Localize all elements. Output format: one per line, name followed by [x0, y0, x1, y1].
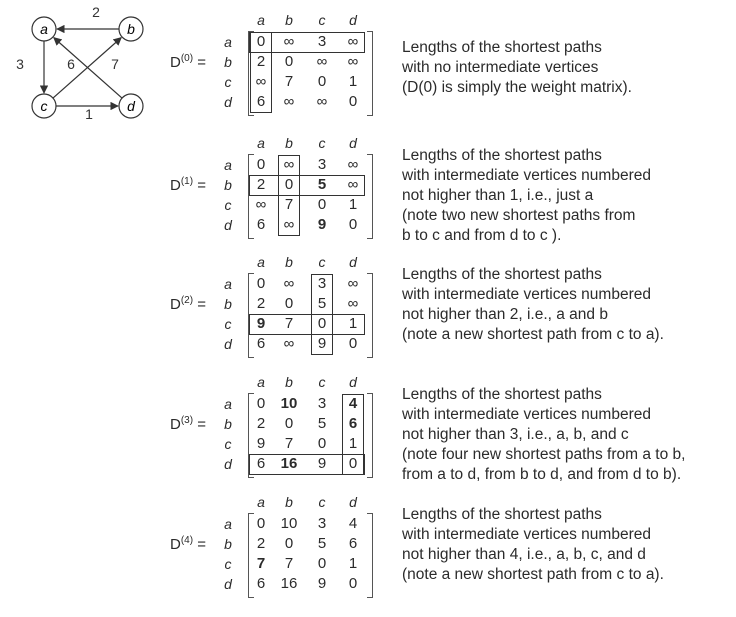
row-label-c: c — [224, 556, 232, 572]
column-header-d: d — [349, 254, 357, 270]
matrix-cell: 6 — [256, 93, 266, 110]
note-line: from a to d, from b to d, and from d to b). — [402, 466, 682, 483]
note-line: Lengths of the shortest paths — [402, 147, 602, 164]
note-line: b to c and from d to c ). — [402, 227, 562, 244]
matrix-cell: 10 — [280, 395, 298, 412]
column-header-b: b — [285, 374, 293, 390]
row-label-b: b — [224, 177, 232, 193]
matrix-cell: ∞ — [316, 93, 328, 110]
column-header-a: a — [257, 135, 265, 151]
note-line: not higher than 3, i.e., a, b, and c — [402, 426, 629, 443]
column-header-c: c — [318, 254, 326, 270]
matrix-cell: 3 — [317, 275, 327, 292]
column-header-c: c — [318, 374, 326, 390]
matrix-cell: 7 — [284, 435, 294, 452]
row-label-a: a — [224, 516, 232, 532]
note-line: (note a new shortest path from c to a). — [402, 326, 664, 343]
row-label-d: d — [224, 217, 232, 233]
row-label-d: d — [224, 94, 232, 110]
matrix-cell: ∞ — [347, 53, 359, 70]
note-line: Lengths of the shortest paths — [402, 386, 602, 403]
note-line: Lengths of the shortest paths — [402, 39, 602, 56]
row-label-a: a — [224, 396, 232, 412]
note-line: with intermediate vertices numbered — [402, 526, 651, 543]
matrix-label: $D^{(1)}$ = — [170, 176, 207, 194]
column-header-a: a — [257, 254, 265, 270]
matrix-cell: 6 — [256, 575, 266, 592]
matrix-cell: 0 — [256, 515, 266, 532]
matrix-note — [402, 265, 732, 345]
matrix-cell: 6 — [348, 415, 358, 432]
matrix-cell: 0 — [256, 395, 266, 412]
matrix-cell: ∞ — [255, 73, 267, 90]
matrix-cell: 16 — [280, 575, 298, 592]
row-label-d: d — [224, 336, 232, 352]
matrix-cell: 0 — [284, 53, 294, 70]
edge-weight-d-a: 6 — [67, 56, 75, 72]
matrix-cell: 5 — [317, 295, 327, 312]
note-line: Lengths of the shortest paths — [402, 266, 602, 283]
matrix-cell: 0 — [348, 216, 358, 233]
matrix-cell: 4 — [348, 395, 358, 412]
matrix-cell: 0 — [256, 275, 266, 292]
matrix-cell: 9 — [317, 455, 327, 472]
matrix-cell: 7 — [284, 196, 294, 213]
matrix-cell: 0 — [284, 295, 294, 312]
note-line: (note a new shortest path from c to a). — [402, 566, 664, 583]
matrix-cell: 0 — [256, 33, 266, 50]
matrix-cell: 9 — [256, 315, 266, 332]
matrix-cell: 7 — [256, 555, 266, 572]
column-header-a: a — [257, 12, 265, 28]
matrix-cell: ∞ — [347, 275, 359, 292]
row-label-c: c — [224, 436, 232, 452]
column-header-b: b — [285, 254, 293, 270]
matrix-cell: 0 — [317, 315, 327, 332]
matrix-cell: 0 — [348, 575, 358, 592]
note-line: (note two new shortest paths from — [402, 207, 636, 224]
column-header-c: c — [318, 135, 326, 151]
note-line: with intermediate vertices numbered — [402, 286, 651, 303]
weighted-digraph — [0, 0, 170, 130]
matrix-cell: 6 — [348, 535, 358, 552]
matrix-note — [402, 146, 732, 246]
matrix-cell: 3 — [317, 156, 327, 173]
matrix-cell: 9 — [256, 435, 266, 452]
matrix-cell: 5 — [317, 415, 327, 432]
column-header-d: d — [349, 12, 357, 28]
row-label-d: d — [224, 456, 232, 472]
matrix-cell: 1 — [348, 555, 358, 572]
matrix-cell: ∞ — [347, 156, 359, 173]
matrix-cell: 0 — [317, 555, 327, 572]
matrix-cell: 6 — [256, 455, 266, 472]
note-line: Lengths of the shortest paths — [402, 506, 602, 523]
graph-node-label-c: c — [40, 98, 48, 114]
matrix-cell: 1 — [348, 315, 358, 332]
matrix-block-4 — [160, 490, 736, 610]
column-header-a: a — [257, 494, 265, 510]
matrix-cell: 0 — [256, 156, 266, 173]
row-label-b: b — [224, 416, 232, 432]
edge-weight-c-d: 1 — [85, 106, 93, 122]
matrix-cell: 9 — [317, 335, 327, 352]
column-header-b: b — [285, 12, 293, 28]
matrix-cell: 0 — [348, 335, 358, 352]
row-label-d: d — [224, 576, 232, 592]
note-line: with intermediate vertices numbered — [402, 406, 651, 423]
matrix-cell: 0 — [317, 196, 327, 213]
matrix-cell: 4 — [348, 515, 358, 532]
note-line: with intermediate vertices numbered — [402, 167, 651, 184]
matrix-cell: 1 — [348, 196, 358, 213]
matrix-cell: 2 — [256, 535, 266, 552]
matrix-right-bracket — [367, 513, 373, 598]
column-header-b: b — [285, 494, 293, 510]
matrix-cell: 2 — [256, 295, 266, 312]
matrix-block-0 — [160, 8, 736, 128]
matrix-block-1 — [160, 131, 736, 251]
matrix-cell: 0 — [284, 415, 294, 432]
row-label-b: b — [224, 536, 232, 552]
matrix-cell: ∞ — [283, 216, 295, 233]
note-line: not higher than 2, i.e., a and b — [402, 306, 608, 323]
matrix-cell: 7 — [284, 73, 294, 90]
matrix-cell: 2 — [256, 176, 266, 193]
matrix-cell: 0 — [317, 73, 327, 90]
matrix-cell: ∞ — [283, 156, 295, 173]
row-label-a: a — [224, 34, 232, 50]
graph-node-label-a: a — [40, 21, 48, 37]
matrix-cell: ∞ — [347, 33, 359, 50]
matrix-label: $D^{(3)}$ = — [170, 415, 207, 433]
matrix-cell: ∞ — [316, 53, 328, 70]
row-label-a: a — [224, 276, 232, 292]
column-header-a: a — [257, 374, 265, 390]
note-line: with no intermediate vertices — [402, 59, 599, 76]
matrix-right-bracket — [367, 31, 373, 116]
matrix-note — [402, 38, 732, 98]
matrix-cell: ∞ — [283, 335, 295, 352]
row-label-c: c — [224, 197, 232, 213]
note-line: (D(0) is simply the weight matrix). — [402, 79, 632, 96]
matrix-cell: 0 — [348, 93, 358, 110]
column-header-c: c — [318, 494, 326, 510]
matrix-cell: ∞ — [283, 275, 295, 292]
row-label-a: a — [224, 157, 232, 173]
matrix-cell: 5 — [317, 535, 327, 552]
row-label-c: c — [224, 316, 232, 332]
column-header-d: d — [349, 374, 357, 390]
matrix-cell: 0 — [317, 435, 327, 452]
matrix-cell: 6 — [256, 335, 266, 352]
matrix-right-bracket — [367, 154, 373, 239]
matrix-cell: 7 — [284, 315, 294, 332]
matrix-cell: 0 — [284, 176, 294, 193]
matrix-label: $D^{(0)}$ = — [170, 53, 207, 71]
matrix-cell: 1 — [348, 73, 358, 90]
graph-node-label-d: d — [127, 98, 135, 114]
matrix-block-3 — [160, 370, 736, 490]
edge-weight-b-a: 2 — [92, 4, 100, 20]
matrix-note — [402, 505, 732, 585]
matrix-cell: 9 — [317, 216, 327, 233]
matrix-cell: 6 — [256, 216, 266, 233]
matrix-cell: 9 — [317, 575, 327, 592]
column-header-d: d — [349, 494, 357, 510]
edge-weight-c-b: 7 — [111, 56, 119, 72]
row-label-b: b — [224, 296, 232, 312]
matrix-label: $D^{(4)}$ = — [170, 535, 207, 553]
matrix-cell: 16 — [280, 455, 298, 472]
note-line: not higher than 1, i.e., just a — [402, 187, 594, 204]
matrix-block-2 — [160, 250, 736, 370]
matrix-cell: ∞ — [283, 33, 295, 50]
matrix-cell: 3 — [317, 395, 327, 412]
column-header-c: c — [318, 12, 326, 28]
matrix-note — [402, 385, 732, 485]
matrix-cell: 7 — [284, 555, 294, 572]
matrix-cell: 5 — [317, 176, 327, 193]
column-header-b: b — [285, 135, 293, 151]
matrix-cell: 0 — [348, 455, 358, 472]
matrix-right-bracket — [367, 273, 373, 358]
matrix-cell: ∞ — [255, 196, 267, 213]
matrix-cell: 3 — [317, 33, 327, 50]
note-line: (note four new shortest paths from a to b, — [402, 446, 686, 463]
row-label-c: c — [224, 74, 232, 90]
matrix-cell: ∞ — [347, 295, 359, 312]
matrix-cell: 3 — [317, 515, 327, 532]
matrix-cell: 10 — [280, 515, 298, 532]
matrix-right-bracket — [367, 393, 373, 478]
matrix-cell: 1 — [348, 435, 358, 452]
row-label-b: b — [224, 54, 232, 70]
graph-node-label-b: b — [127, 21, 135, 37]
matrix-cell: 0 — [284, 535, 294, 552]
matrix-cell: ∞ — [283, 93, 295, 110]
matrix-cell: ∞ — [347, 176, 359, 193]
column-header-d: d — [349, 135, 357, 151]
matrix-label: $D^{(2)}$ = — [170, 295, 207, 313]
note-line: not higher than 4, i.e., a, b, c, and d — [402, 546, 646, 563]
matrix-cell: 2 — [256, 53, 266, 70]
edge-weight-a-c: 3 — [16, 56, 24, 72]
matrix-cell: 2 — [256, 415, 266, 432]
